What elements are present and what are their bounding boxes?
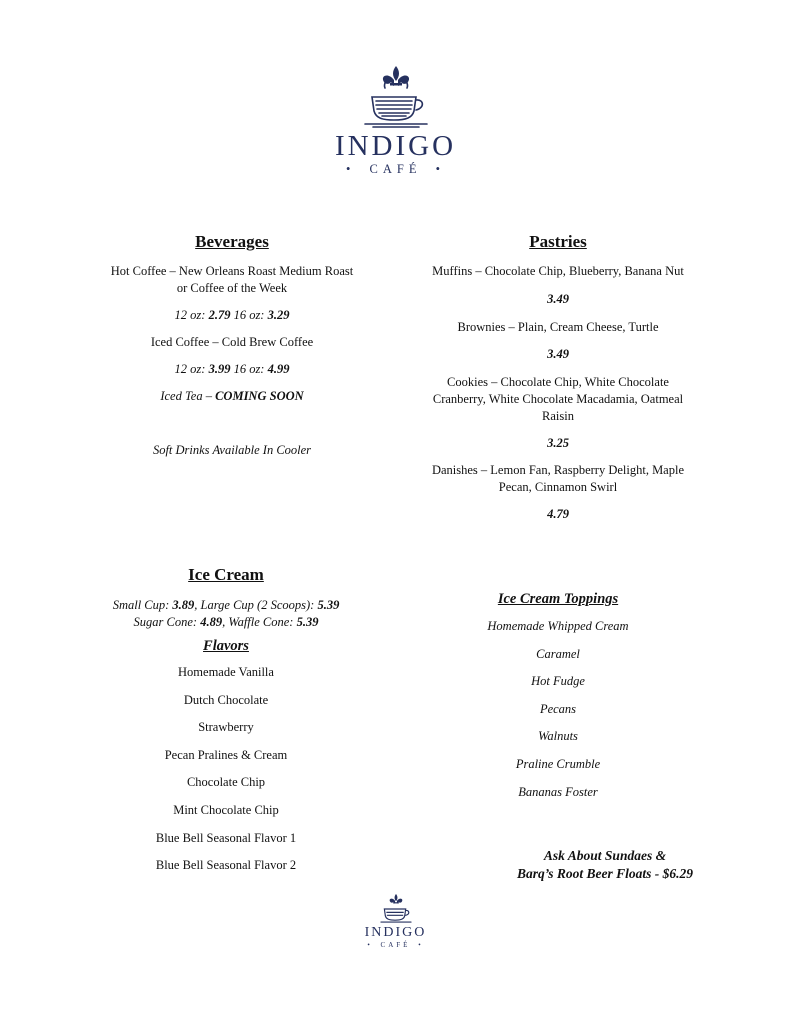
pastries-heading: Pastries [529,232,587,251]
brand-name: INDIGO [334,130,457,162]
pastry-item: Cookies – Chocolate Chip, White Chocolate Cranberry, White Chocolate Macadamia, Oatmeal Raisin 3.25 [413,374,703,452]
flavor-item: Mint Chocolate Chip [173,802,279,817]
pastry-price: 3.25 [547,436,569,450]
topping-item: Homemade Whipped Cream [487,619,629,633]
beverages-heading: Beverages [195,232,269,251]
flavor-item: Strawberry [198,720,254,735]
toppings-heading: Ice Cream Toppings [497,591,619,607]
pastry-item: Danishes – Lemon Fan, Raspberry Delight, Maple Pecan, Cinnamon Swirl 4.79 [413,462,703,523]
beverages-section [92,231,372,459]
footer-logo [0,893,791,950]
flavors-heading: Flavors [203,638,249,654]
topping-item: Caramel [536,646,580,661]
pastry-price: 3.49 [547,347,569,361]
toppings-list [413,618,703,811]
iced-tea: Iced Tea – COMING SOON [160,389,304,403]
hot-coffee-line2: or Coffee of the Week [176,281,288,295]
hot-coffee-line1: Hot Coffee – New Orleans Roast Medium Roast [110,264,354,278]
promo-line1: Ask About Sundaes & [543,848,667,863]
topping-item: Walnuts [538,729,578,744]
iced-coffee-name: Iced Coffee – Cold Brew Coffee [150,335,314,349]
fleur-de-lis-icon [389,894,402,904]
footer-brand-name: INDIGO [364,925,427,940]
flavor-item: Pecan Pralines & Cream [164,747,288,762]
pastry-item: Muffins – Chocolate Chip, Blueberry, Banana Nut 3.49 [413,263,703,308]
topping-item: Pecans [539,701,577,716]
fleur-de-lis-icon [382,66,408,86]
hot-coffee-prices: 12 oz: 2.79 16 oz: 3.29 [174,308,290,322]
flavor-item: Chocolate Chip [186,775,266,790]
topping-item: Praline Crumble [515,756,601,771]
promo-note [460,847,750,883]
brand-subtitle [0,161,791,177]
pastry-price: 4.79 [547,507,569,521]
toppings-section [413,589,703,811]
iced-coffee-prices: 12 oz: 3.99 16 oz: 4.99 [174,362,290,376]
topping-item: Bananas Foster [518,784,598,799]
brand-sub: CAFÉ [369,162,422,176]
brand-dot: • [435,162,445,176]
topping-item: Hot Fudge [531,674,585,689]
soft-drinks-note: Soft Drinks Available In Cooler [152,443,312,457]
ice-cream-section [82,564,370,885]
coffee-cup-icon [361,64,431,130]
pastry-item: Brownies – Plain, Cream Cheese, Turtle 3.49 [413,319,703,363]
footer-brand-subtitle: • CAFÉ • [367,941,424,949]
ice-cream-prices-2: Sugar Cone: 4.89, Waffle Cone: 5.39 [133,615,319,629]
flavor-item: Blue Bell Seasonal Flavor 2 [155,858,297,873]
ice-cream-prices-1: Small Cup: 3.89, Large Cup (2 Scoops): 5.39 [112,598,340,612]
coffee-cup-icon [379,893,413,925]
flavor-item: Homemade Vanilla [178,665,274,679]
flavor-item: Dutch Chocolate [183,692,269,707]
pastry-price: 3.49 [547,292,569,306]
ice-cream-heading: Ice Cream [188,565,264,584]
header-logo [0,64,791,177]
pastries-section [413,231,703,523]
promo-line2: Barq’s Root Beer Floats - $6.29 [516,866,693,881]
flavor-item: Blue Bell Seasonal Flavor 1 [155,830,297,845]
brand-dot: • [346,162,356,176]
flavors-list [82,664,370,885]
